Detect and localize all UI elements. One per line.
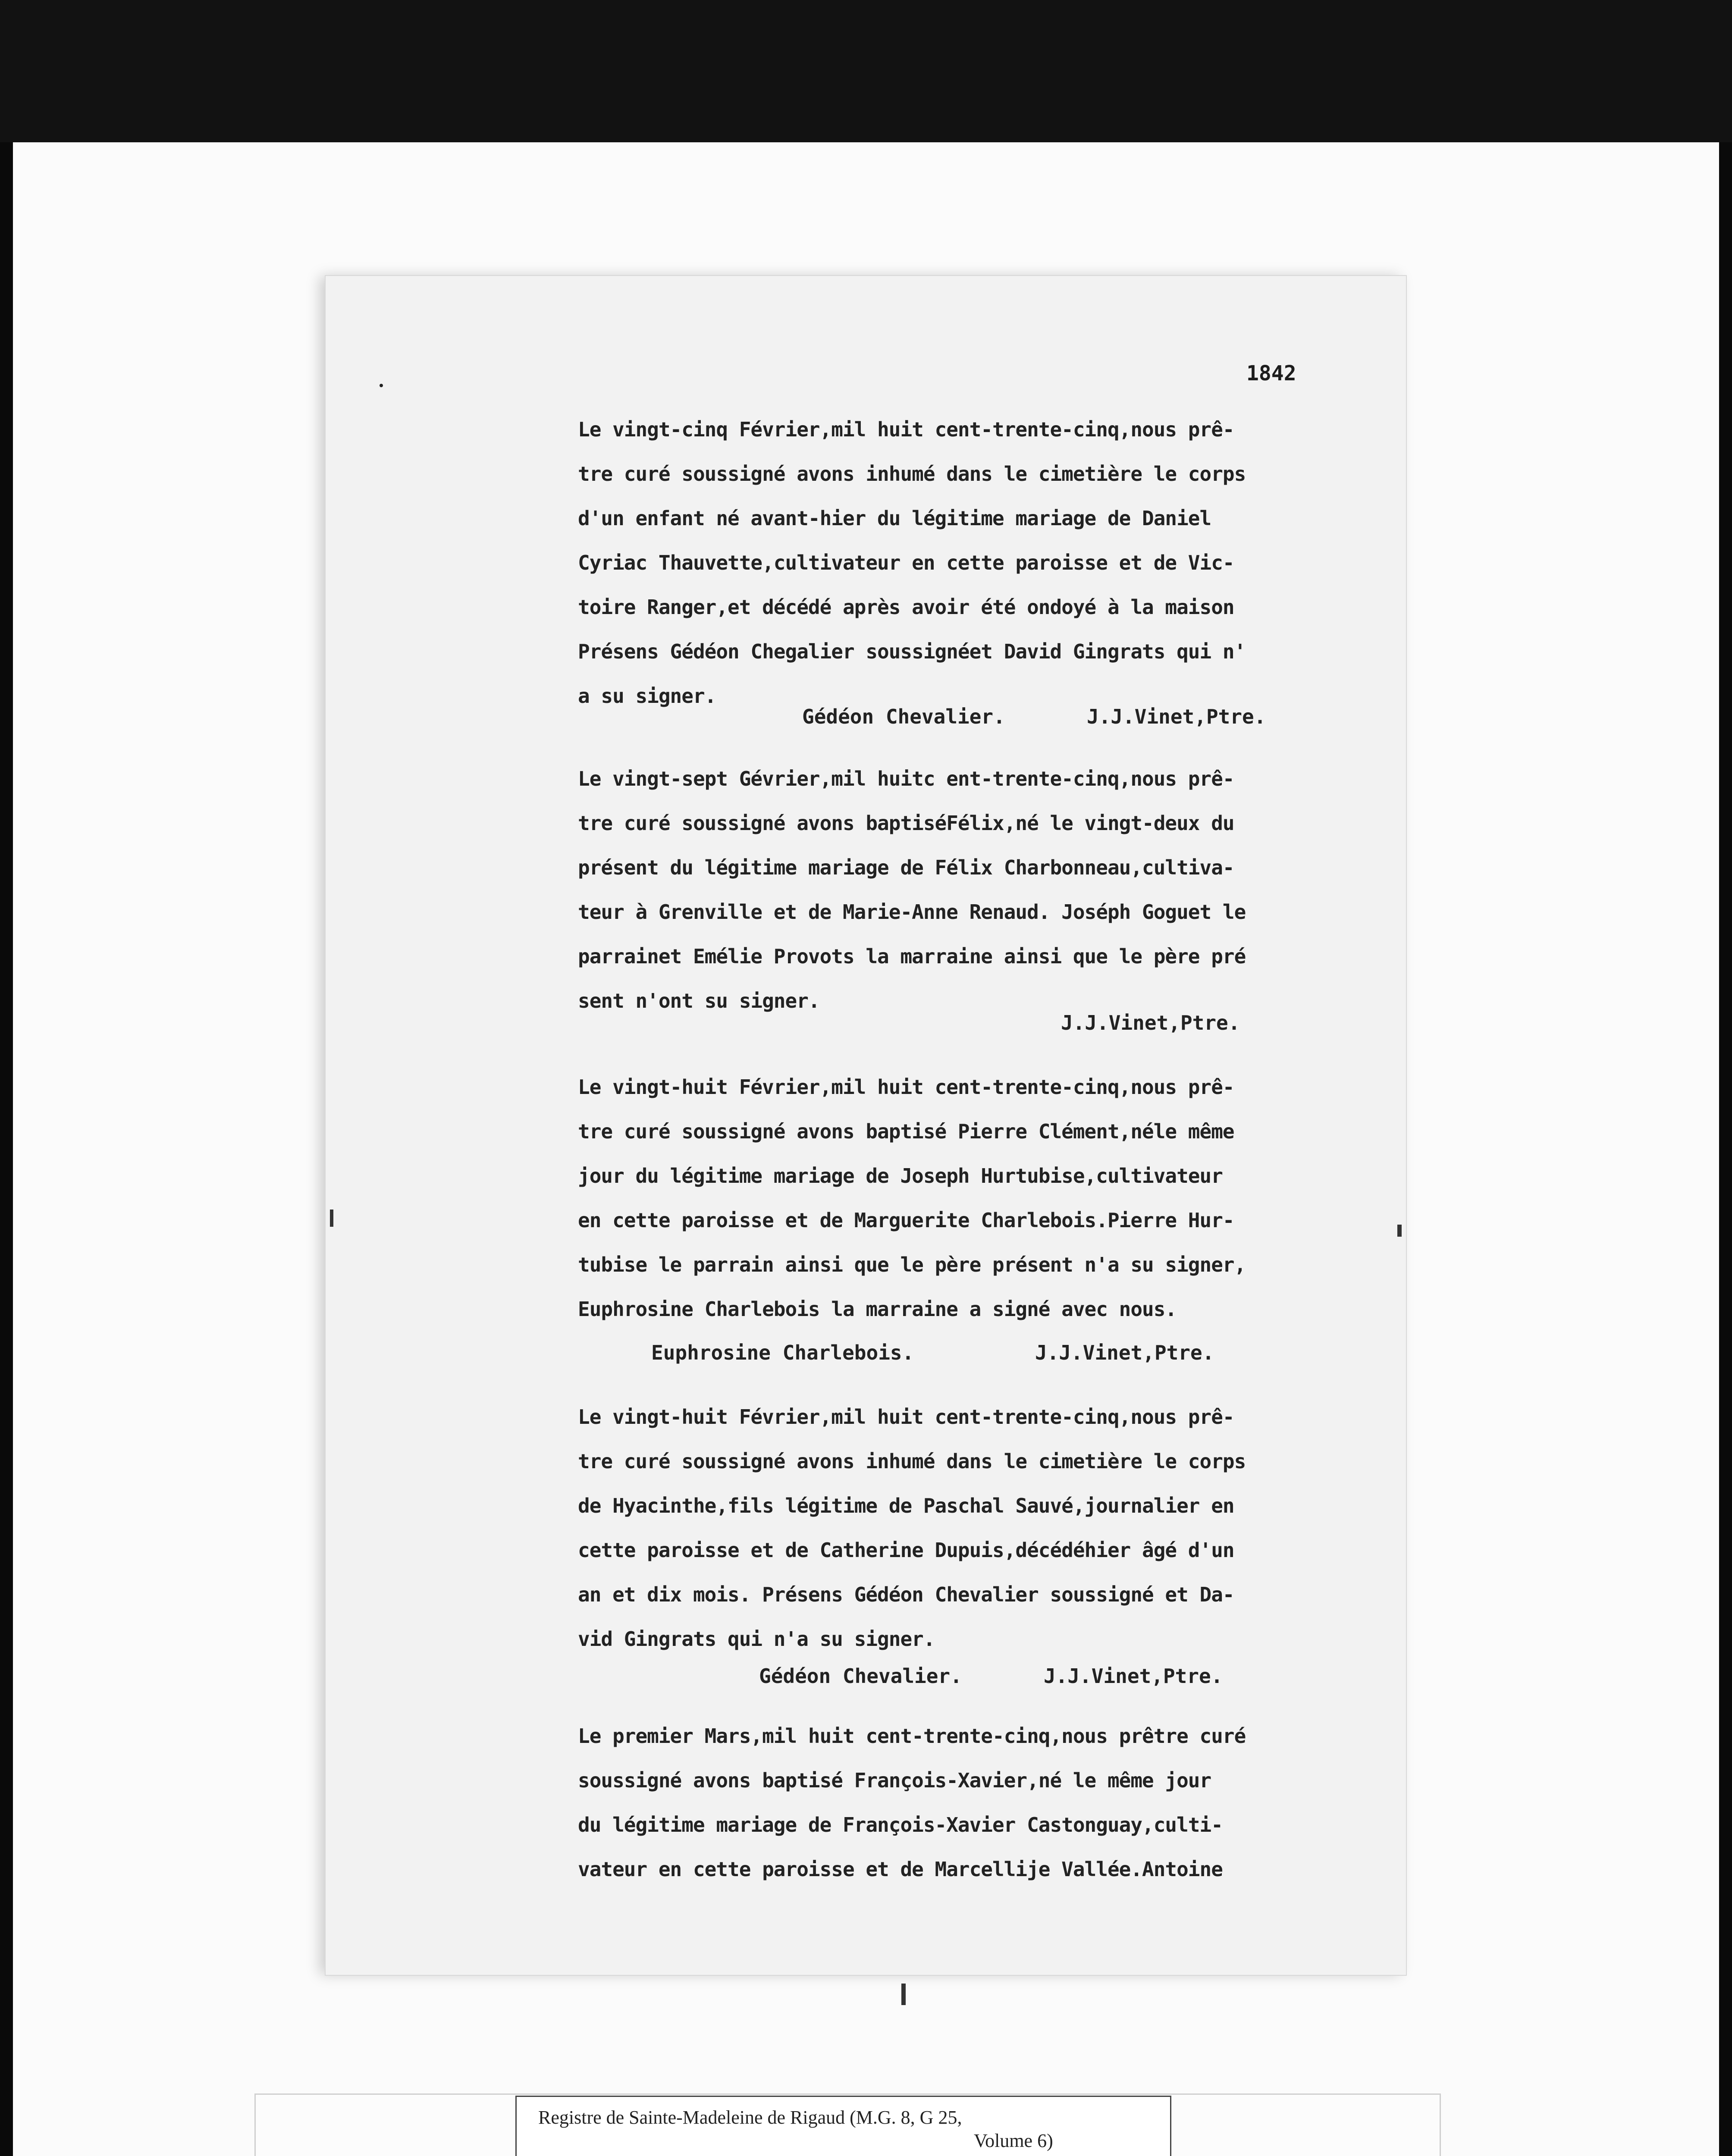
entry-line: tubise le parrain ainsi que le père présent n'a su signer, <box>578 1253 1246 1276</box>
entry-line: teur à Grenville et de Marie-Anne Renaud. Joséph Goguet le <box>578 900 1246 924</box>
entry-line: sent n'ont su signer. <box>578 989 820 1012</box>
signature-godmother: Euphrosine Charlebois. <box>651 1341 914 1364</box>
entry-line: présent du légitime mariage de Félix Charbonneau,cultiva- <box>578 856 1234 879</box>
entry-line: vid Gingrats qui n'a su signer. <box>578 1627 935 1651</box>
entry-line: vateur en cette paroisse et de Marcellije Vallée.Antoine <box>578 1858 1223 1881</box>
reference-line: Registre de Sainte-Madeleine de Rigaud (M.G. 8, G 25, <box>538 2107 962 2128</box>
entry-line: Présens Gédéon Chegalier soussignéet David Gingrats qui n' <box>578 640 1246 663</box>
signature-priest: J.J.Vinet,Ptre. <box>1087 705 1266 728</box>
entry-line: soussigné avons baptisé François-Xavier,né le même jour <box>578 1769 1211 1792</box>
signature-priest: J.J.Vinet,Ptre. <box>1061 1011 1240 1034</box>
entry-line: jour du légitime mariage de Joseph Hurtubise,cultivateur <box>578 1164 1223 1188</box>
entry-line: en cette paroisse et de Marguerite Charlebois.Pierre Hur- <box>578 1209 1234 1232</box>
entry-line: an et dix mois. Présens Gédéon Chevalier soussigné et Da- <box>578 1583 1234 1606</box>
signature-witness: Gédéon Chevalier. <box>759 1664 962 1688</box>
signature-priest: J.J.Vinet,Ptre. <box>1044 1664 1223 1688</box>
entry-line: tre curé soussigné avons inhumé dans le cimetière le corps <box>578 462 1246 486</box>
entry-line: a su signer. <box>578 684 716 708</box>
register-entry <box>578 407 1350 718</box>
entry-line: tre curé soussigné avons baptiséFélix,né le vingt-deux du <box>578 812 1234 835</box>
entry-line: tre curé soussigné avons inhumé dans le cimetière le corps <box>578 1450 1246 1473</box>
entry-line: cette paroisse et de Catherine Dupuis,décédéhier âgé d'un <box>578 1539 1234 1562</box>
entry-line: Le vingt-sept Gévrier,mil huitc ent-trente-cinq,nous prê- <box>578 767 1234 790</box>
entry-line: Le vingt-huit Février,mil huit cent-trente-cinq,nous prê- <box>578 1075 1234 1099</box>
register-entry <box>578 757 1350 1023</box>
signature-priest: J.J.Vinet,Ptre. <box>1035 1341 1214 1364</box>
entry-line: d'un enfant né avant-hier du légitime mariage de Daniel <box>578 507 1211 530</box>
entry-line: du légitime mariage de François-Xavier Castonguay,culti- <box>578 1813 1223 1836</box>
entry-line: tre curé soussigné avons baptisé Pierre Clément,néle même <box>578 1120 1234 1143</box>
margin-mark <box>901 1984 906 2005</box>
entry-line: toire Ranger,et décédé après avoir été ondoyé à la maison <box>578 595 1234 619</box>
film-top-band <box>0 0 1732 142</box>
margin-mark <box>1397 1225 1402 1237</box>
dust-speck <box>380 384 383 387</box>
register-entry <box>578 1065 1350 1332</box>
reference-slip <box>515 2096 1171 2156</box>
reference-line: Volume 6) <box>974 2130 1053 2151</box>
entry-line: Le vingt-cinq Février,mil huit cent-trente-cinq,nous prê- <box>578 418 1234 441</box>
entry-line: Euphrosine Charlebois la marraine a signé avec nous. <box>578 1297 1177 1321</box>
entry-line: Le vingt-huit Février,mil huit cent-trente-cinq,nous prê- <box>578 1405 1234 1429</box>
margin-mark <box>330 1210 333 1227</box>
register-entry <box>578 1395 1350 1661</box>
page-number: 1842 <box>1246 361 1296 385</box>
entry-line: Cyriac Thauvette,cultivateur en cette paroisse et de Vic- <box>578 551 1234 574</box>
register-entry <box>578 1714 1350 1892</box>
entry-line: parrainet Emélie Provots la marraine ainsi que le père pré <box>578 945 1246 968</box>
entry-line: Le premier Mars,mil huit cent-trente-cinq,nous prêtre curé <box>578 1724 1246 1748</box>
signature-witness: Gédéon Chevalier. <box>802 705 1005 728</box>
entry-line: de Hyacinthe,fils légitime de Paschal Sauvé,journalier en <box>578 1494 1234 1517</box>
